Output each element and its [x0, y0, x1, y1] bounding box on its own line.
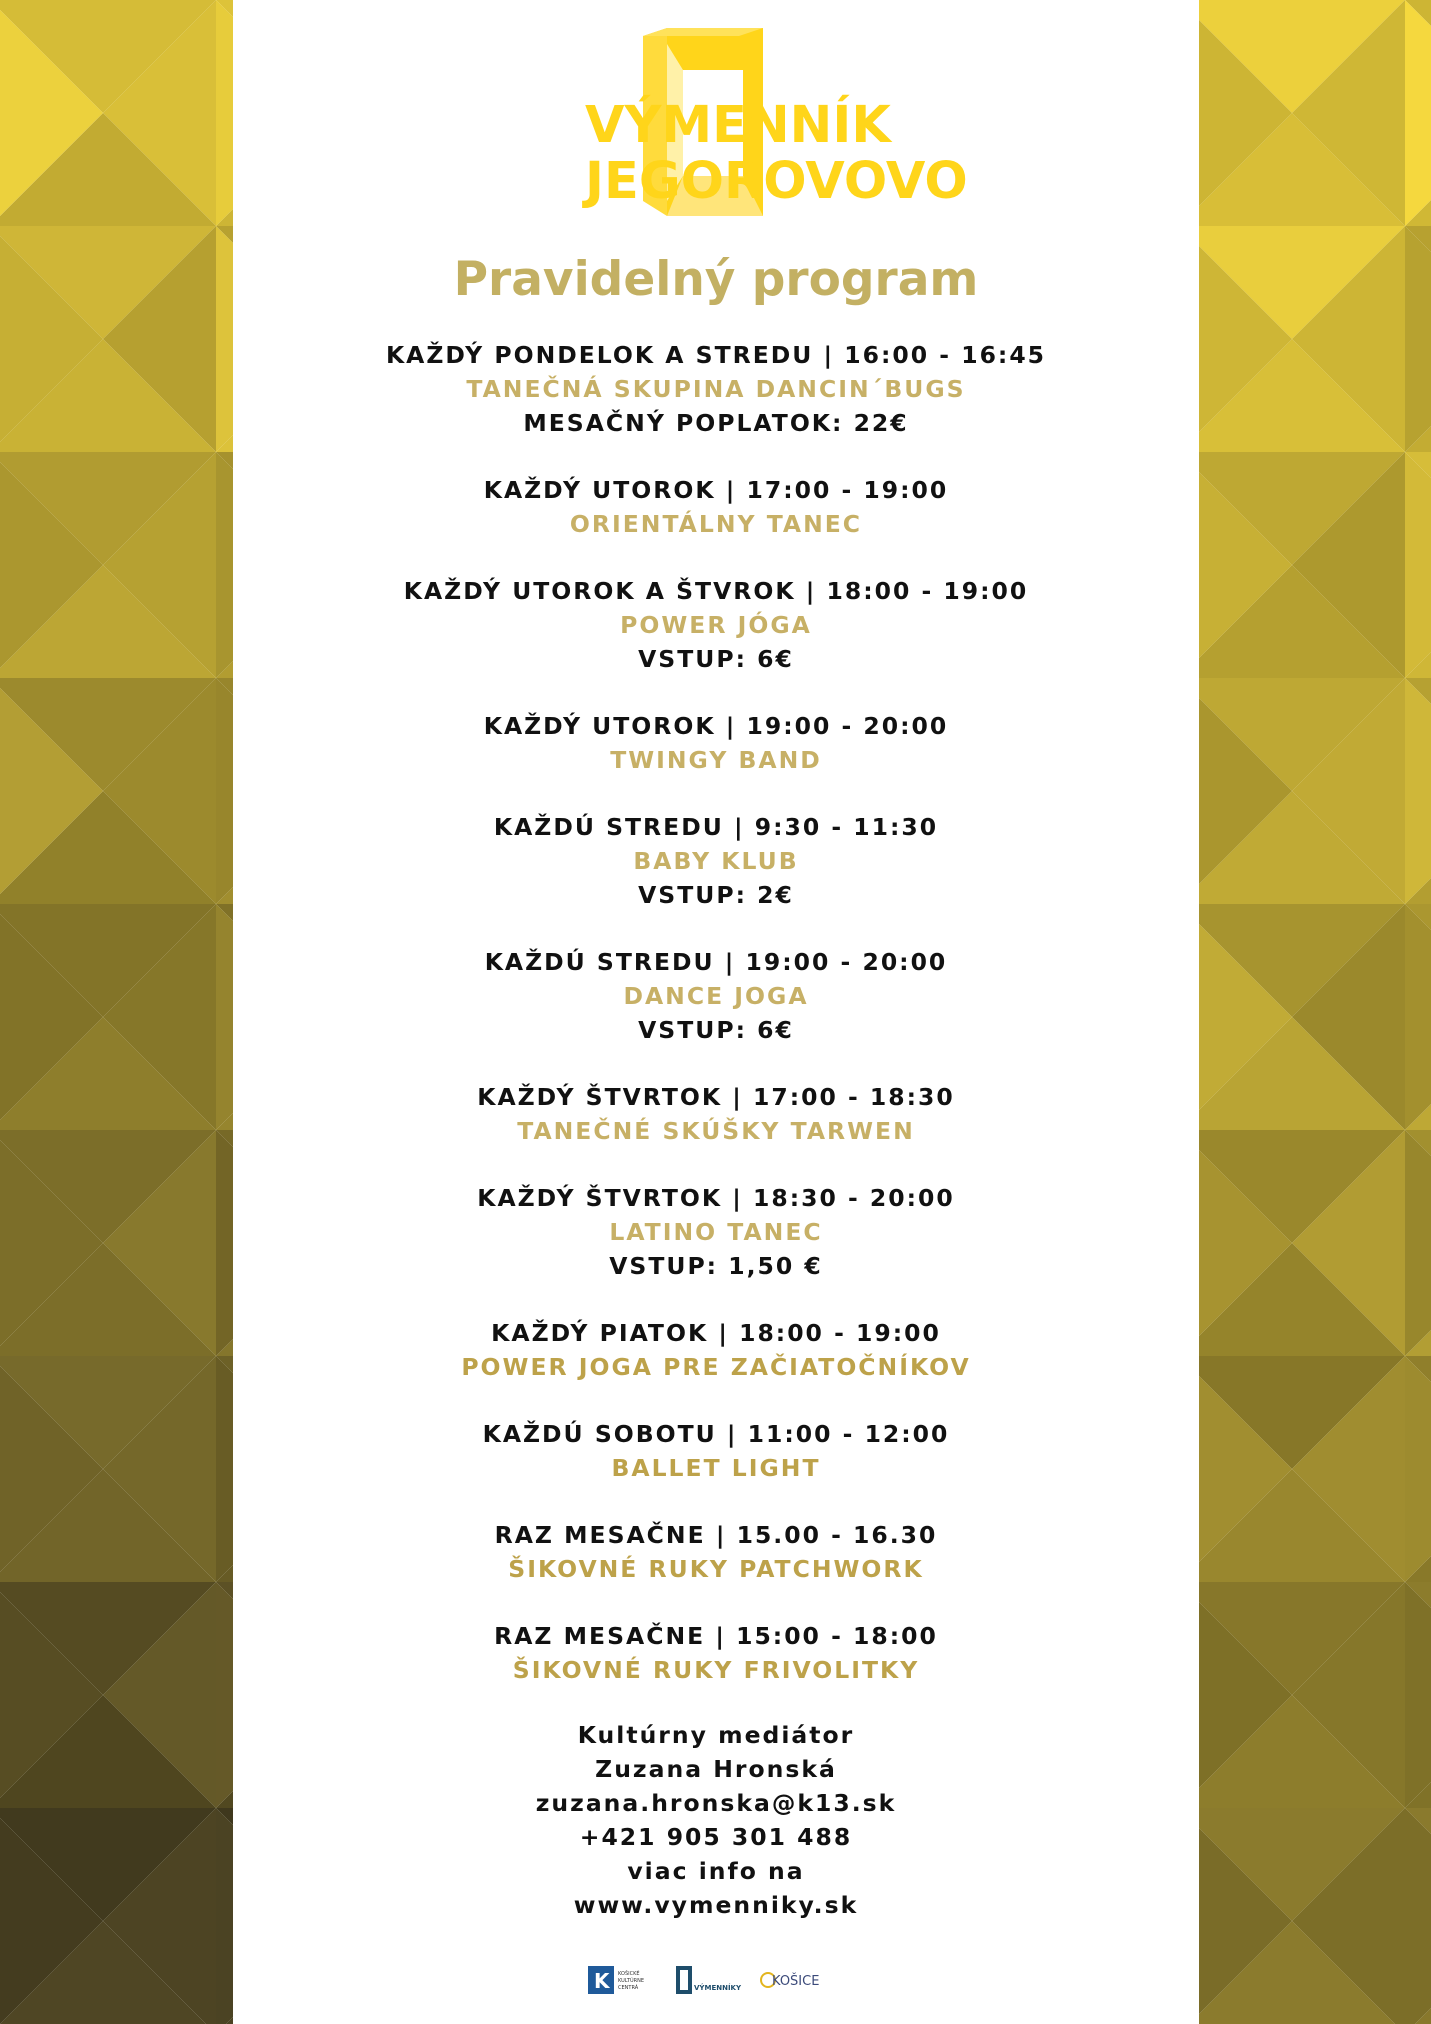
entry-fee: VSTUP: 6€ [638, 645, 794, 673]
program-entry [233, 1080, 1199, 1148]
kkc-line-3: CENTRÁ [618, 1985, 639, 1991]
left-decor-panel [0, 0, 233, 2024]
decor-triangle [216, 452, 233, 678]
entry-schedule: KAŽDÝ UTOROK | 17:00 - 19:00 [483, 476, 949, 504]
program-entry [233, 1417, 1199, 1485]
svg-text:K: K [594, 1969, 610, 1993]
program-entry [233, 1619, 1199, 1687]
decor-triangle [1405, 452, 1431, 678]
brand-line-2: JEGOROVOVO [585, 152, 968, 211]
kosice-label: KOŠICE [772, 1974, 820, 1989]
decor-triangle [1405, 678, 1431, 904]
entry-schedule: KAŽDÚ STREDU | 9:30 - 11:30 [493, 813, 939, 841]
entry-activity: LATINO TANEC [609, 1218, 823, 1246]
page-title: Pravidelný program [453, 252, 979, 307]
contact-name: Zuzana Hronská [595, 1755, 837, 1783]
entry-schedule: KAŽDÝ UTOROK | 19:00 - 20:00 [483, 712, 949, 740]
entry-activity: TANEČNÁ SKUPINA DANCIN´BUGS [466, 375, 966, 403]
decor-triangle [216, 1130, 233, 1356]
decor-triangle [216, 1808, 233, 2024]
decor-triangle [1405, 904, 1431, 1130]
program-entry [233, 810, 1199, 912]
entry-activity: ORIENTÁLNY TANEC [569, 510, 863, 538]
vymenniky-label: VÝMENNÍKY [694, 1984, 742, 1992]
decor-triangle [1405, 0, 1431, 226]
entry-activity: BALLET LIGHT [611, 1454, 821, 1482]
kkc-line-1: KOŠICKÉ [618, 1971, 640, 1977]
program-list [233, 338, 1199, 1720]
entry-schedule: KAŽDÝ ŠTVRTOK | 18:30 - 20:00 [477, 1184, 955, 1212]
entry-activity: POWER JOGA PRE ZAČIATOČNÍKOV [461, 1353, 971, 1381]
kkc-line-2: KULTÚRNE [618, 1978, 644, 1984]
decor-triangle [1405, 1582, 1431, 1808]
contact-phone: +421 905 301 488 [579, 1823, 853, 1851]
decor-triangle [216, 0, 233, 226]
triangle-pattern-left [0, 0, 233, 2024]
contact-block [233, 1718, 1199, 1922]
kosice-logo-icon [761, 1973, 819, 1989]
program-entry [233, 1181, 1199, 1283]
contact-email: zuzana.hronska@k13.sk [535, 1789, 897, 1817]
triangle-pattern-right [1199, 0, 1431, 2024]
entry-activity: TANEČNÉ SKÚŠKY TARWEN [517, 1117, 915, 1145]
entry-schedule: KAŽDÚ SOBOTU | 11:00 - 12:00 [482, 1420, 950, 1448]
kkc-logo-icon [588, 1966, 644, 1994]
brand-wordmark [585, 98, 968, 210]
entry-schedule: RAZ MESAČNE | 15.00 - 16.30 [494, 1521, 938, 1549]
decor-triangle [1405, 226, 1431, 452]
entry-schedule: KAŽDÚ STREDU | 19:00 - 20:00 [484, 948, 948, 976]
program-entry [233, 574, 1199, 676]
decor-triangle [216, 1582, 233, 1808]
decor-triangle [216, 678, 233, 904]
right-decor-panel [1199, 0, 1431, 2024]
program-entry [233, 338, 1199, 440]
entry-activity: ŠIKOVNÉ RUKY FRIVOLITKY [512, 1656, 920, 1684]
entry-fee: MESAČNÝ POPLATOK: 22€ [523, 409, 909, 437]
contact-more-info: viac info na [627, 1857, 805, 1885]
entry-schedule: KAŽDÝ PIATOK | 18:00 - 19:00 [491, 1319, 941, 1347]
decor-triangle [1405, 1356, 1431, 1582]
entry-activity: BABY KLUB [633, 847, 799, 875]
decor-triangle [1405, 1130, 1431, 1356]
entry-activity: DANCE JOGA [623, 982, 809, 1010]
entry-activity: ŠIKOVNÉ RUKY PATCHWORK [508, 1555, 924, 1583]
contact-role: Kultúrny mediátor [577, 1721, 855, 1749]
decor-triangle [1405, 1808, 1431, 2024]
decor-triangle [216, 1356, 233, 1582]
entry-activity: TWINGY BAND [610, 746, 822, 774]
program-entry [233, 1518, 1199, 1586]
brand-line-1: VÝMENNÍK [585, 96, 891, 155]
sponsor-logos [588, 1966, 848, 1996]
vymenniky-logo-icon [678, 1968, 742, 1992]
decor-triangle [216, 226, 233, 452]
program-entry [233, 945, 1199, 1047]
poster-content [233, 0, 1199, 2024]
entry-schedule: KAŽDÝ ŠTVRTOK | 17:00 - 18:30 [477, 1083, 955, 1111]
entry-schedule: RAZ MESAČNE | 15:00 - 18:00 [494, 1622, 938, 1650]
contact-website: www.vymenniky.sk [573, 1891, 859, 1919]
entry-fee: VSTUP: 6€ [638, 1016, 794, 1044]
entry-schedule: KAŽDÝ UTOROK A ŠTVROK | 18:00 - 19:00 [403, 577, 1029, 605]
program-entry [233, 473, 1199, 541]
program-entry [233, 1316, 1199, 1384]
entry-activity: POWER JÓGA [620, 611, 812, 639]
entry-fee: VSTUP: 1,50 € [609, 1252, 823, 1280]
entry-fee: VSTUP: 2€ [638, 881, 794, 909]
program-entry [233, 709, 1199, 777]
entry-schedule: KAŽDÝ PONDELOK A STREDU | 16:00 - 16:45 [385, 341, 1047, 369]
decor-triangle [216, 904, 233, 1130]
